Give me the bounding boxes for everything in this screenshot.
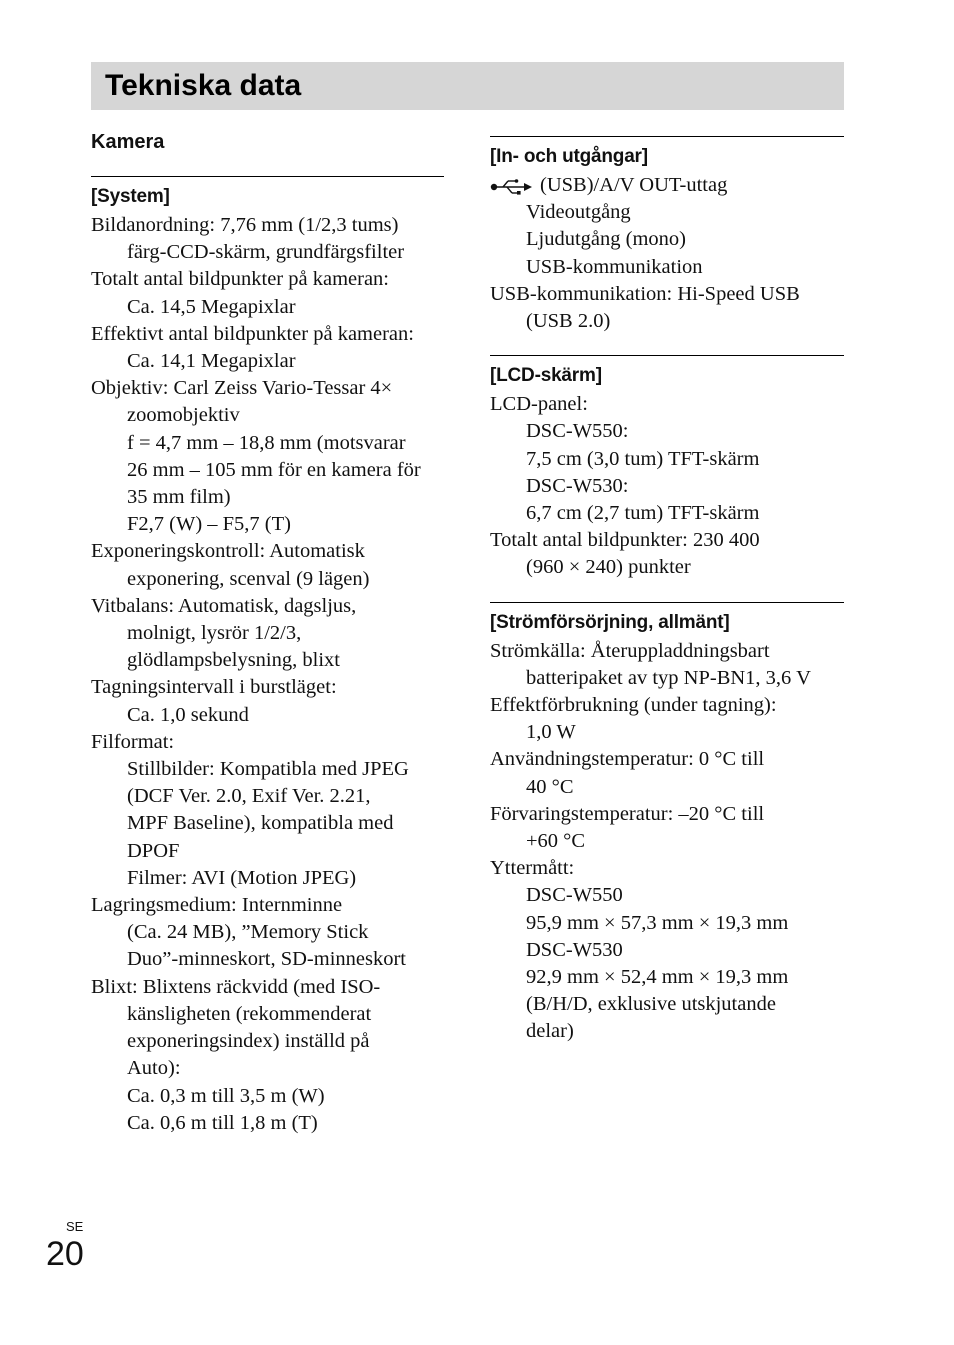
spec-line: glödlampsbelysning, blixt [127,649,340,672]
spec-line: Bildanordning: 7,76 mm (1/2,3 tums) [91,214,399,236]
io-section [490,136,844,335]
system-heading: [System] [91,186,170,207]
spec-line: Videoutgång [526,201,631,224]
spec-line: Förvaringstemperatur: –20 °C till [490,802,765,825]
spec-line: Strömkälla: Återuppladdningsbart [490,639,770,662]
spec-line: känsligheten (rekommenderat [127,1002,372,1025]
spec-line: Duo”-minneskort, SD-minneskort [127,948,406,971]
spec-line: MPF Baseline), kompatibla med [127,812,394,835]
spec-line: Användningstemperatur: 0 °C till [490,748,765,771]
right-column [490,136,844,1066]
spec-line: Filformat: [91,730,175,753]
spec-line: (Ca. 24 MB), ”Memory Stick [127,921,369,944]
spec-line: molnigt, lysrör 1/2/3, [127,622,302,645]
spec-line: Vitbalans: Automatisk, dagsljus, [91,594,357,617]
spec-line: 35 mm film) [127,486,231,509]
spec-line: DSC-W530 [526,938,623,961]
spec-line: Yttermått: [490,857,575,880]
lcd-section [490,355,844,581]
spec-line: (USB 2.0) [526,310,611,333]
spec-line: f = 4,7 mm – 18,8 mm (motsvarar [127,431,406,454]
spec-line: +60 °C [526,830,586,853]
title-bar [91,62,844,110]
spec-line: batteripaket av typ NP-BN1, 3,6 V [526,666,811,689]
usb-icon [490,177,536,195]
page-title: Tekniska data [105,69,302,102]
language-code: SE [66,1219,84,1234]
spec-line: Blixt: Blixtens räckvidd (med ISO- [91,975,381,998]
spec-line: Auto): [127,1057,181,1080]
spec-line: delar) [526,1020,574,1043]
spec-line: (B/H/D, exklusive utskjutande [526,993,776,1016]
spec-line: exponering, scenval (9 lägen) [127,567,370,590]
spec-line: Stillbilder: Kompatibla med JPEG [127,758,409,781]
spec-line: Ca. 0,6 m till 1,8 m (T) [127,1111,318,1134]
power-heading: [Strömförsörjning, allmänt] [490,611,730,633]
spec-line: zoomobjektiv [127,404,240,427]
io-heading: [In- och utgångar] [490,146,648,167]
spec-line: Effektförbrukning (under tagning): [490,694,777,717]
spec-line: Objektiv: Carl Zeiss Vario-Tessar 4× [91,377,393,400]
spec-line: 7,5 cm (3,0 tum) TFT-skärm [526,447,760,470]
spec-line: Totalt antal bildpunkter på kameran: [91,268,389,291]
camera-heading: Kamera [91,131,165,153]
spec-line: DSC-W550 [526,884,623,907]
spec-line: USB-kommunikation: Hi-Speed USB [490,282,800,305]
usb-line-text: (USB)/A/V OUT-uttag [540,174,728,196]
page-number: 20 [46,1235,84,1273]
spec-line: Ca. 1,0 sekund [127,703,249,726]
spec-line: F2,7 (W) – F5,7 (T) [127,513,291,536]
spec-line: Exponeringskontroll: Automatisk [91,540,365,563]
spec-line: 95,9 mm × 57,3 mm × 19,3 mm [526,911,789,934]
spec-line: 6,7 cm (2,7 tum) TFT-skärm [526,502,760,525]
system-section [91,176,444,1137]
spec-line: 92,9 mm × 52,4 mm × 19,3 mm [526,966,789,989]
power-section [490,602,844,1046]
spec-line: DSC-W530: [526,474,629,497]
spec-line: (DCF Ver. 2.0, Exif Ver. 2.21, [127,785,371,808]
spec-line: Totalt antal bildpunkter: 230 400 [490,529,760,552]
spec-line: 1,0 W [526,721,576,744]
spec-line: LCD-panel: [490,393,588,416]
spec-line: färg-CCD-skärm, grundfärgsfilter [127,241,405,264]
spec-line: DSC-W550: [526,420,629,443]
spec-line: Ljudutgång (mono) [526,228,686,251]
spec-line: Tagningsintervall i burstläget: [91,676,337,699]
spec-line: Lagringsmedium: Internminne [91,894,343,917]
spec-line: Ca. 14,5 Megapixlar [127,295,296,318]
spec-line: 26 mm – 105 mm för en kamera för [127,458,421,481]
spec-line: (960 × 240) punkter [526,556,691,579]
usb-line [490,172,844,199]
left-column [91,128,444,1157]
spec-line: DPOF [127,839,180,862]
lcd-heading: [LCD-skärm] [490,365,602,387]
spec-line: Filmer: AVI (Motion JPEG) [127,866,357,889]
spec-line: Ca. 14,1 Megapixlar [127,350,296,373]
spec-line: USB-kommunikation [526,255,703,278]
spec-line: 40 °C [526,775,574,798]
spec-line: exponeringsindex) inställd på [127,1030,370,1053]
spec-line: Ca. 0,3 m till 3,5 m (W) [127,1084,325,1107]
spec-line: Effektivt antal bildpunkter på kameran: [91,322,414,345]
